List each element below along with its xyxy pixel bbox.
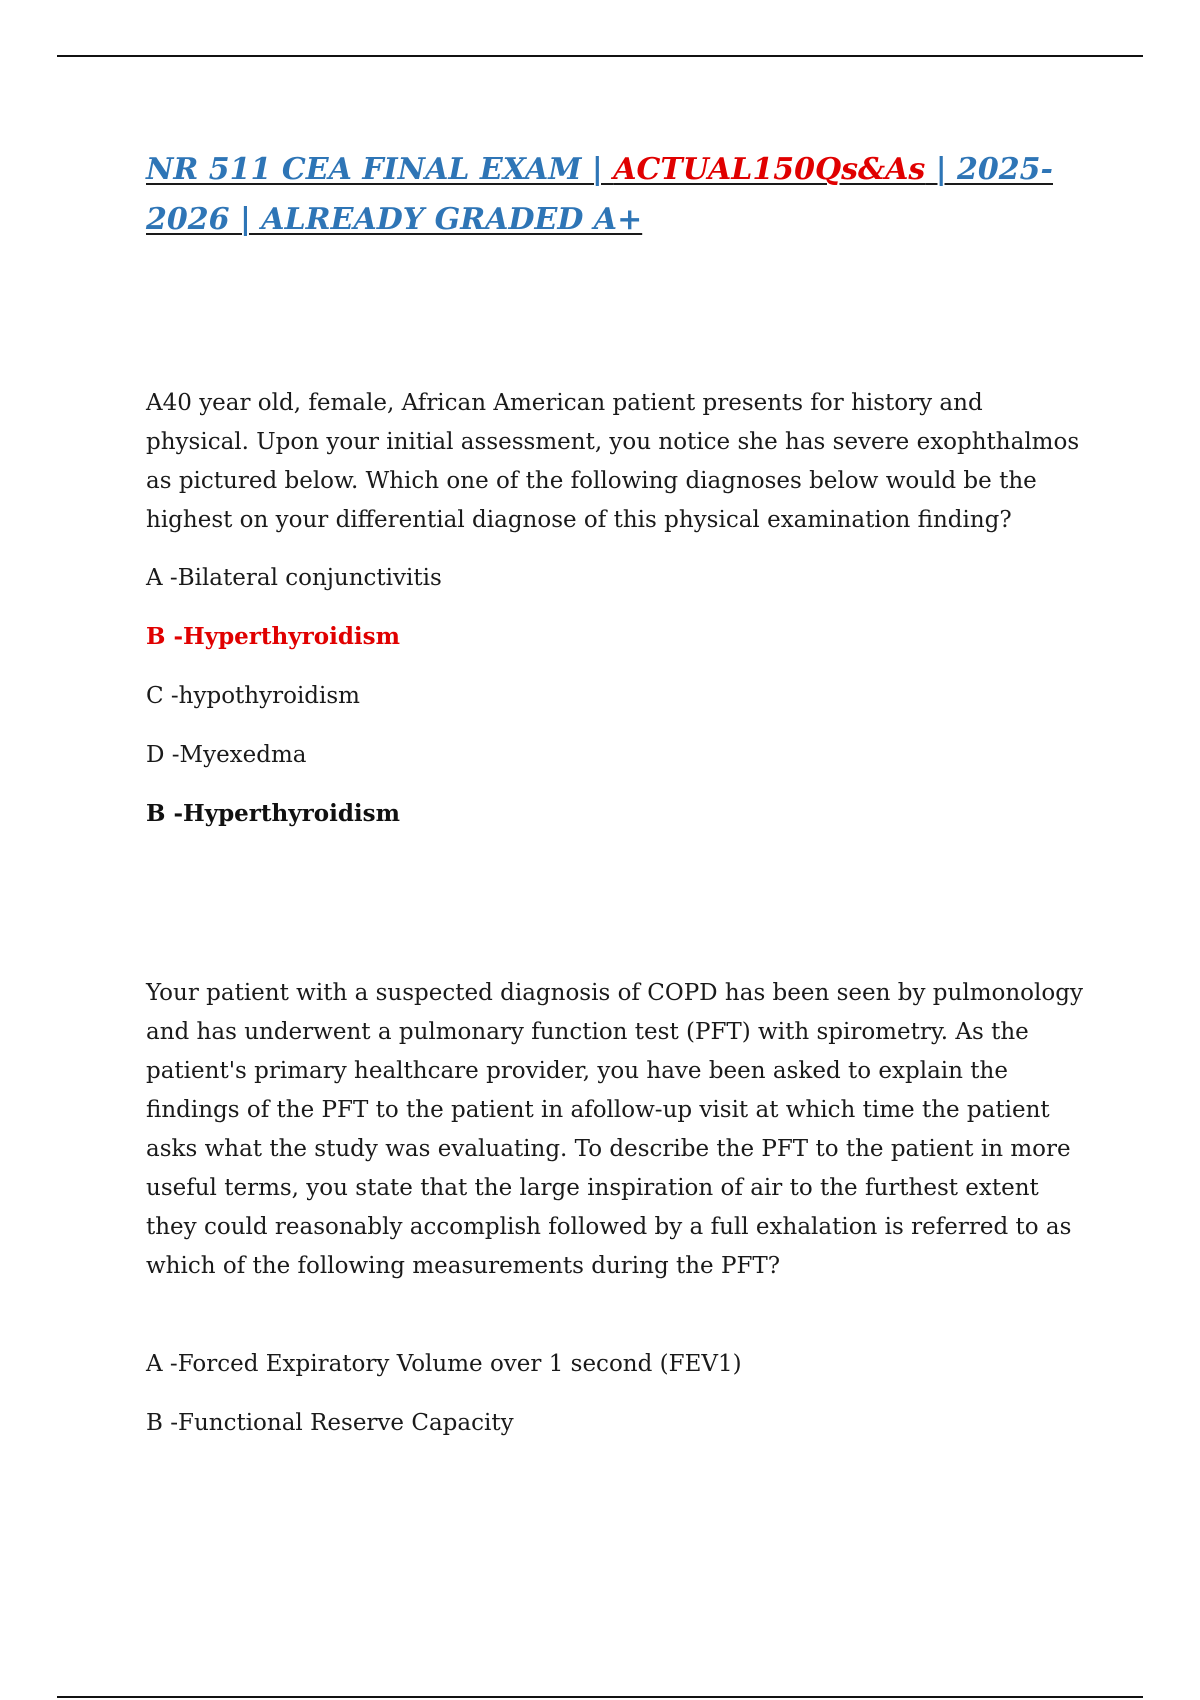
title-course: NR 511 CEA FINAL EXAM | bbox=[146, 152, 614, 187]
q1-option-d: D -Myexedma bbox=[146, 742, 307, 768]
q1-option-c: C -hypothyroidism bbox=[146, 683, 360, 709]
q1-option-a: A -Bilateral conjunctivitis bbox=[146, 565, 442, 591]
header-rule bbox=[57, 55, 1143, 57]
q2-option-a: A -Forced Expiratory Volume over 1 second (FEV1) bbox=[146, 1351, 742, 1377]
question-2-text: Your patient with a suspected diagnosis of COPD has been seen by pulmonology and has underwent a pulmonary function test (PFT) with spirometry. As the patient's primary healthcare provider, you have been asked to explain the findings of the PFT to the patient in afollow-up visit at which time the patient asks what the study was evaluating. To describe the PFT to the patient in more useful terms, you state that the large inspiration of air to the furthest extent they could reasonably accomplish followed by a full exhalation is referred to as which of the following measurements during the PFT? bbox=[146, 980, 1083, 1279]
title-suffix: | 2025-2026 | ALREADY GRADED A+ bbox=[146, 152, 1053, 237]
q1-option-b: B -Hyperthyroidism bbox=[146, 623, 400, 650]
footer-rule bbox=[57, 1696, 1143, 1698]
q1-answer: B -Hyperthyroidism bbox=[146, 800, 400, 827]
title-highlight: ACTUAL150Qs&As bbox=[613, 152, 926, 187]
q2-option-b: B -Functional Reserve Capacity bbox=[146, 1410, 514, 1436]
document-title bbox=[146, 145, 1106, 245]
question-1-text: A40 year old, female, African American patient presents for history and physical. Upon your initial assessment, you notice she has severe exophthalmos as pictured below. Which one of the following diagnoses below would be the highest on your differential diagnose of this physical examination finding? bbox=[146, 390, 1080, 533]
